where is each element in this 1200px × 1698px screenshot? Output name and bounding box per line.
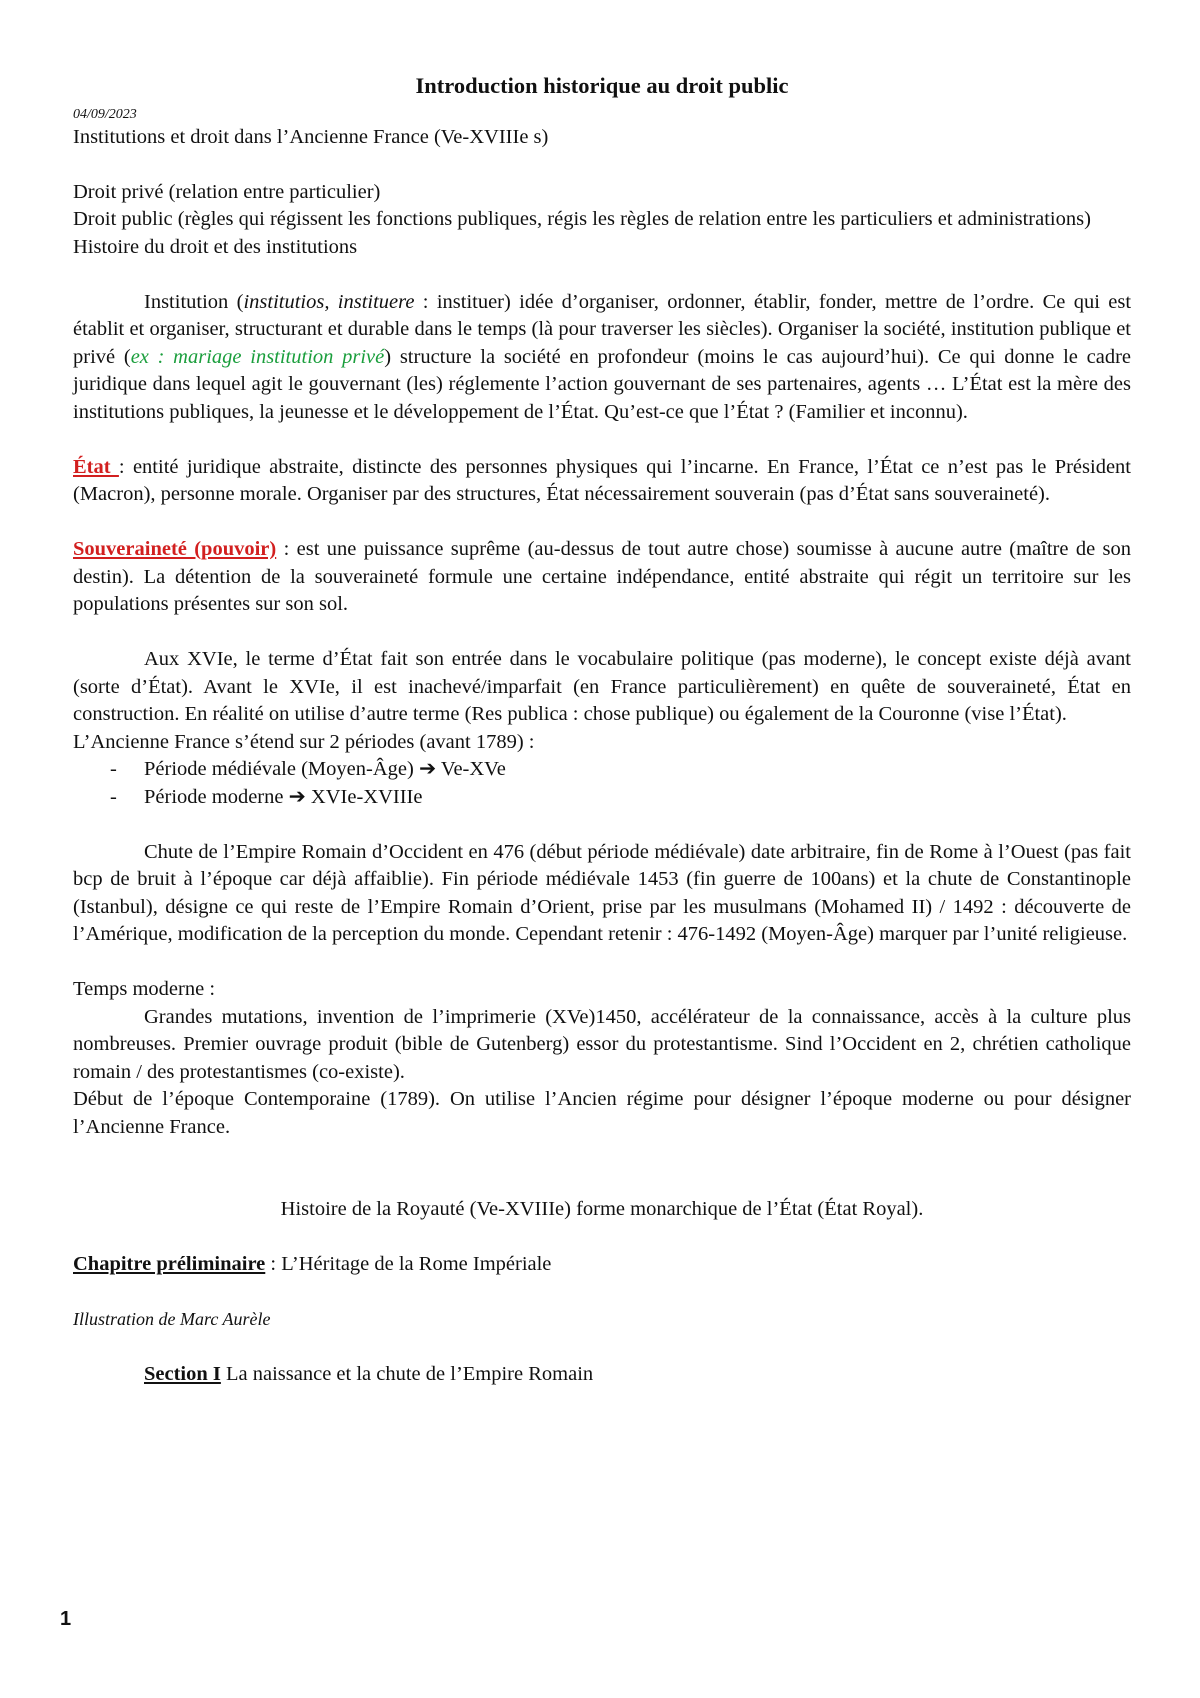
example-note: ex : mariage institution privé [130, 345, 385, 368]
chute-paragraph: Chute de l’Empire Romain d’Occident en 476 (début période médiévale) date arbitraire, fin de Rome à l’Ouest (pas fait bcp de bruit à l’époque car déjà affaiblie). Fin période médiévale 1453 (fin guerre de 100ans) et la chute de Constantinople (Istanbul), désigne ce qui reste de l’Empire Romain d’Orient, prise par les musulmans (Mohamed II) / 1492 : découverte de l’Amérique, modification de la perception du monde. Cependant retenir : 476-1492 (Moyen-Âge) marquer par l’unité religieuse. [73, 840, 1131, 945]
souverainete-definition: Souveraineté (pouvoir) : est une puissance suprême (au-dessus de tout autre chose) soumisse à aucune autre (maître de son destin). La détention de la souveraineté formule une certaine indépendance, entité abstraite qui régit un territoire sur les populations présentes sur son sol. [73, 538, 1132, 615]
royaute-heading: Histoire de la Royauté (Ve-XVIIIe) forme monarchique de l’État (État Royal). [280, 1198, 924, 1220]
list-item: - Période médiévale (Moyen-Âge) ➔ Ve-XVe [110, 758, 506, 780]
page-number: 1 [60, 1608, 72, 1630]
lecture-date: 04/09/2023 [73, 106, 137, 122]
course-subtitle: Institutions et droit dans l’Ancienne France (Ve-XVIIIe s) [73, 125, 549, 148]
souverainete-term: Souveraineté (pouvoir) [73, 538, 277, 560]
periods-list [73, 756, 1131, 811]
contemporaine-paragraph: Début de l’époque Contemporaine (1789). On utilise l’Ancien régime pour désigner l’époque moderne ou pour désigner l’Ancienne France. [73, 1088, 1131, 1138]
definition-histoire-droit: Histoire du droit et des institutions [73, 235, 358, 258]
etat-definition: État : entité juridique abstraite, distincte des personnes physiques qui l’incarne. En France, l’État ce n’est pas le Président (Macron), personne morale. Organiser par des structures, État nécessairement souverain (pas d’État sans souveraineté). [73, 455, 1132, 505]
periods-intro: L’Ancienne France s’étend sur 2 périodes (avant 1789) : [73, 730, 535, 753]
latin-term: institutios, instituere [243, 290, 415, 313]
arrow-icon: ➔ [288, 785, 306, 808]
arrow-icon: ➔ [418, 758, 437, 780]
definition-droit-public: Droit public (règles qui régissent les fonctions publiques, régis les règles de relation entre les particuliers et administrations) [73, 208, 1091, 230]
institution-paragraph: Institution (institutios, instituere : instituer) idée d’organiser, ordonner, établir, fonder, mettre de l’ordre. Ce qui est établit et organiser, structurant et durable dans le temps (là pour traverser les siècles). Organiser la société, institution publique et privé (ex : mariage institution privé) structure la société en profondeur (moins le cas aujourd’hui). Ce qui donne le cadre juridique dans lequel agit le gouvernant (les) réglemente l’action gouvernant de ses partenaires, agents … L’État est la mère des institutions publiques, la jeunesse et le développement de l’État. Qu’est-ce que l’État ? (Familier et inconnu). [73, 290, 1132, 423]
definition-droit-prive: Droit privé (relation entre particulier) [73, 180, 381, 203]
temps-moderne-paragraph: Grandes mutations, invention de l’imprimerie (XVe)1450, accélérateur de la connaissance, accès à la culture plus nombreuses. Premier ouvrage produit (bible de Gutenberg) essor du protestantisme. Sind l’Occident en 2, chrétien catholique romain / des protestantismes (co-existe). [73, 1005, 1131, 1083]
temps-moderne-label: Temps moderne : [73, 978, 216, 1000]
list-item: - Période moderne ➔ XVIe-XVIIIe [110, 785, 423, 808]
section-heading: Section I La naissance et la chute de l’Empire Romain [144, 1363, 594, 1385]
chapter-label: Chapitre préliminaire [73, 1253, 266, 1275]
etat-term: État [73, 455, 119, 478]
chapter-heading: Chapitre préliminaire : L’Héritage de la Rome Impériale [73, 1253, 552, 1275]
xvie-paragraph: Aux XVIe, le terme d’État fait son entrée dans le vocabulaire politique (pas moderne), le concept existe déjà avant (sorte d’État). Avant le XVIe, il est inachevé/imparfait (en France particulièrement) en quête de souveraineté, État en construction. En réalité on utilise d’autre terme (Res publica : chose publique) ou également de la Couronne (vise l’État). [73, 648, 1131, 725]
document-title: Introduction historique au droit public [415, 73, 789, 98]
section-label: Section I [144, 1363, 221, 1385]
illustration-caption: Illustration de Marc Aurèle [73, 1309, 271, 1329]
document-body [73, 72, 1131, 1389]
